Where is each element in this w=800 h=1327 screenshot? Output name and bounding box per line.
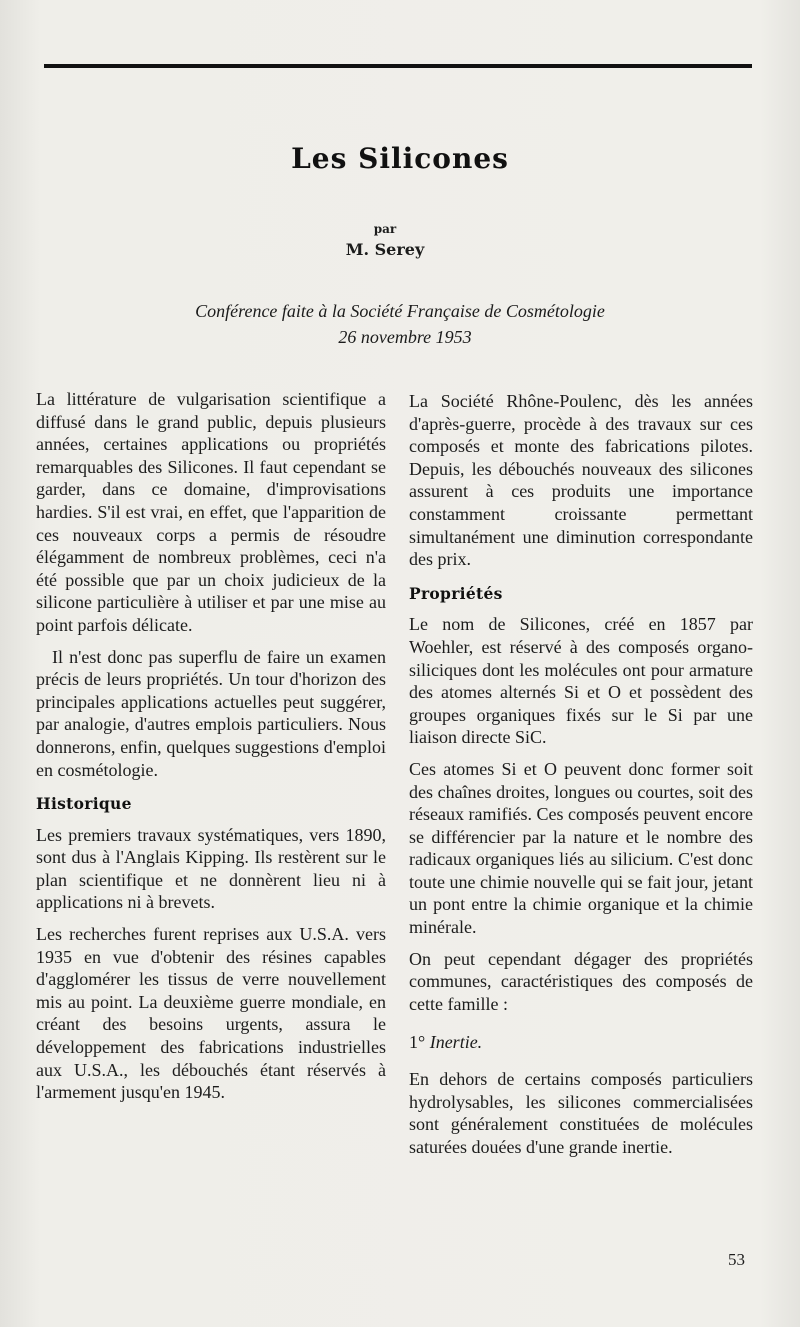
conference-line: Conférence faite à la Société Française de Cosmétologie <box>195 301 605 321</box>
author-name: M. Serey <box>345 240 425 259</box>
rhone-poulenc-paragraph: La Société Rhône-Poulenc, dès les années d'après-guerre, procède à des travaux sur ces composés et monte des fabrications pilotes. Depuis, les débouchés nouveaux des silicones assurent à ces produits une importance constamment croissante permettant simultanément une diminution correspondante des prix. <box>409 391 753 570</box>
byline-par: par <box>373 222 397 236</box>
conference-date: 26 novembre 1953 <box>338 327 472 347</box>
header-rule <box>44 64 752 68</box>
proprietes-heading: Propriétés <box>409 583 503 603</box>
conference-note <box>0 298 800 350</box>
inertie-subheading <box>409 1031 753 1054</box>
right-column <box>409 390 753 1167</box>
inertie-number: 1° <box>409 1032 426 1053</box>
inertie-paragraph: En dehors de certains composés particuliers hydrolysables, les silicones commercialisées sont généralement constituées de molécules saturées douées d'une grande inertie. <box>409 1069 753 1157</box>
proprietes-paragraph-3: On peut cependant dégager des propriétés communes, caractéristiques des composés de cette famille : <box>409 948 753 1014</box>
page-number: 53 <box>728 1250 745 1269</box>
proprietes-paragraph-2: Ces atomes Si et O peuvent donc former soit des chaînes droites, longues ou courtes, soit des réseaux ramifiés. Ces composés peuvent encore se différencier par la nature et le nombre des radicaux organiques liés au silicium. C'est donc toute une chimie nouvelle qui se fait jour, jetant un pont entre la chimie organique et la chimie minérale. <box>409 758 753 938</box>
historique-paragraph-2: Les recherches furent reprises aux U.S.A. vers 1935 en vue d'obtenir des résines capables d'agglomérer les tissus de verre nouvellement mis au point. La deuxième guerre mondiale, en créant des besoins urgents, assura le développement des fabrications industrielles aux U.S.A., les débouchés étant réservés à l'armement jusqu'en 1945. <box>36 924 386 1103</box>
intro-paragraph-2: Il n'est donc pas superflu de faire un examen précis de leurs propriétés. Un tour d'horizon des principales applications actuelles peut suggérer, par analogie, d'autres emplois particuliers. Nous donnerons, enfin, quelques suggestions d'emploi en cosmétologie. <box>36 646 386 780</box>
article-title: Les Silicones <box>291 142 509 175</box>
intro-paragraph-1: La littérature de vulgarisation scientifique a diffusé dans le grand public, depuis plusieurs années, certaines applications ou propriétés remarquables des Silicones. Il faut cependant se garder, dans ce domaine, d'improvisations hardies. S'il est vrai, en effet, que l'apparition de ces nouveaux corps a permis de résoudre élégamment de nombreux problèmes, ceci n'a été possible que par un choix judicieux de la silicone particulière à utiliser et par une mise au point parfois délicate. <box>36 389 386 635</box>
historique-heading: Historique <box>36 794 132 814</box>
proprietes-paragraph-1: Le nom de Silicones, créé en 1857 par Woehler, est réservé à des composés organo-siliciques dont les molécules ont pour armature des atomes alternés Si et O et possèdent des groupes organiques fixés sur le Si par une liaison directe SiC. <box>409 614 753 748</box>
left-column <box>36 388 386 1113</box>
inertie-label: Inertie. <box>429 1032 483 1053</box>
historique-paragraph-1: Les premiers travaux systématiques, vers 1890, sont dus à l'Anglais Kipping. Ils restèrent sur le plan scientifique et ne donnèrent lieu ni à applications ni à brevets. <box>36 824 386 913</box>
